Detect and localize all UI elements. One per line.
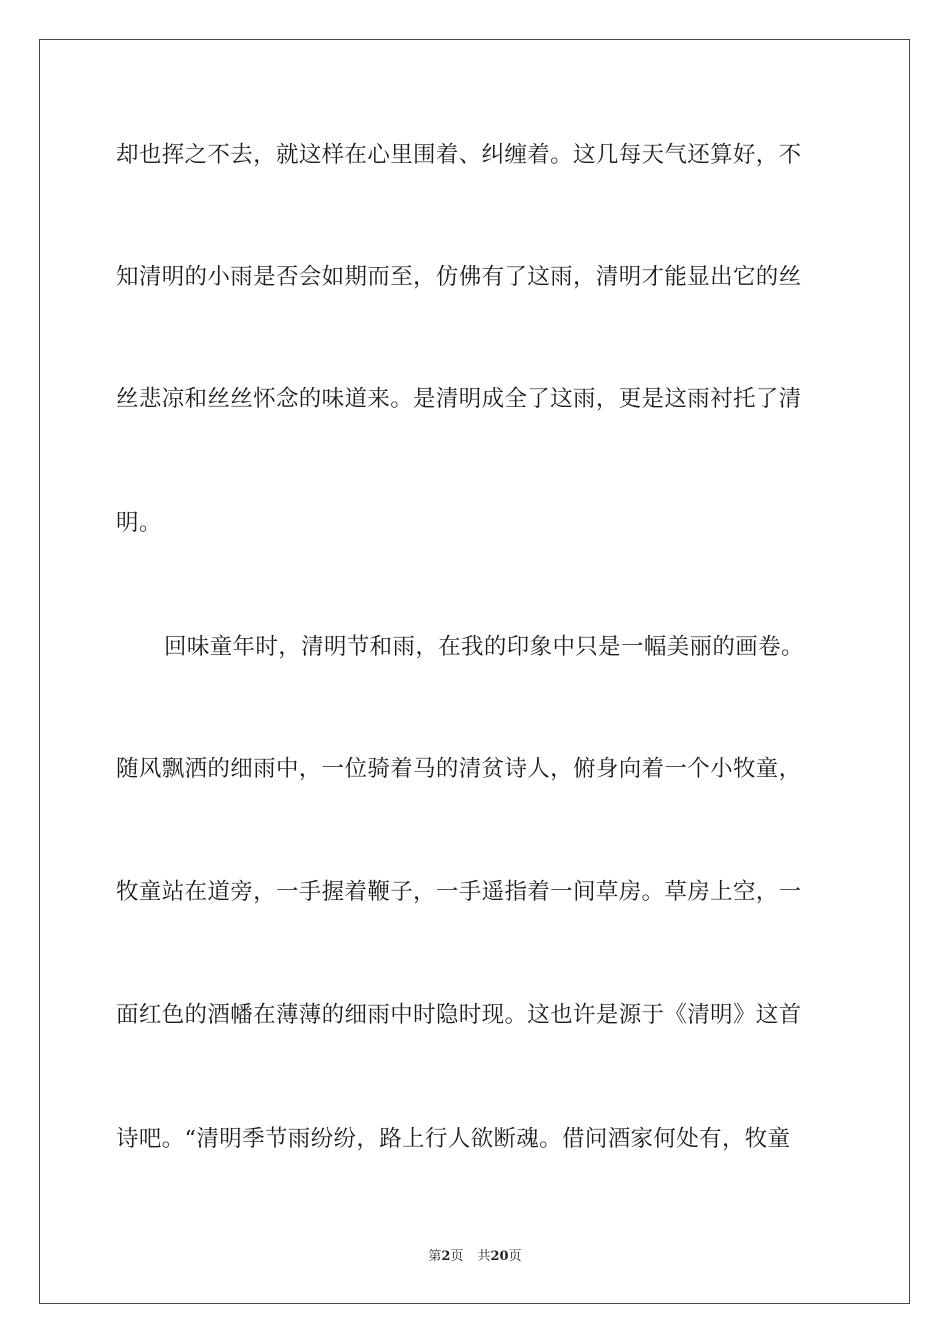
page-suffix: 页 [450,1249,464,1264]
total-suffix: 页 [508,1249,522,1264]
paragraph-line: 丝悲凉和丝丝怀念的味道来。是清明成全了这雨，更是这雨衬托了清 [116,386,802,412]
total-prefix: 共 [477,1249,491,1264]
paragraph-line: 知清明的小雨是否会如期而至，仿佛有了这雨，清明才能显出它的丝 [116,264,802,290]
paragraph-line: 诗吧。“清明季节雨纷纷，路上行人欲断魂。借问酒家何处有，牧童 [116,1126,791,1152]
page-number: 2 [441,1249,451,1264]
page-prefix: 第 [428,1249,442,1264]
total-pages: 20 [490,1249,509,1264]
paragraph-line: 回味童年时，清明节和雨，在我的印象中只是一幅美丽的画卷。 [164,634,804,660]
paragraph-line: 随风飘洒的细雨中，一位骑着马的清贫诗人，俯身向着一个小牧童， [116,756,802,782]
paragraph-line: 牧童站在道旁，一手握着鞭子，一手遥指着一间草房。草房上空，一 [116,879,802,905]
paragraph-line: 面红色的酒幡在薄薄的细雨中时隐时现。这也许是源于《清明》这首 [116,1002,802,1028]
page-footer [0,1248,950,1266]
page-border [39,39,910,1304]
paragraph-line: 却也挥之不去，就这样在心里围着、纠缠着。这几每天气还算好，不 [116,142,802,168]
paragraph-line: 明。 [116,510,162,536]
